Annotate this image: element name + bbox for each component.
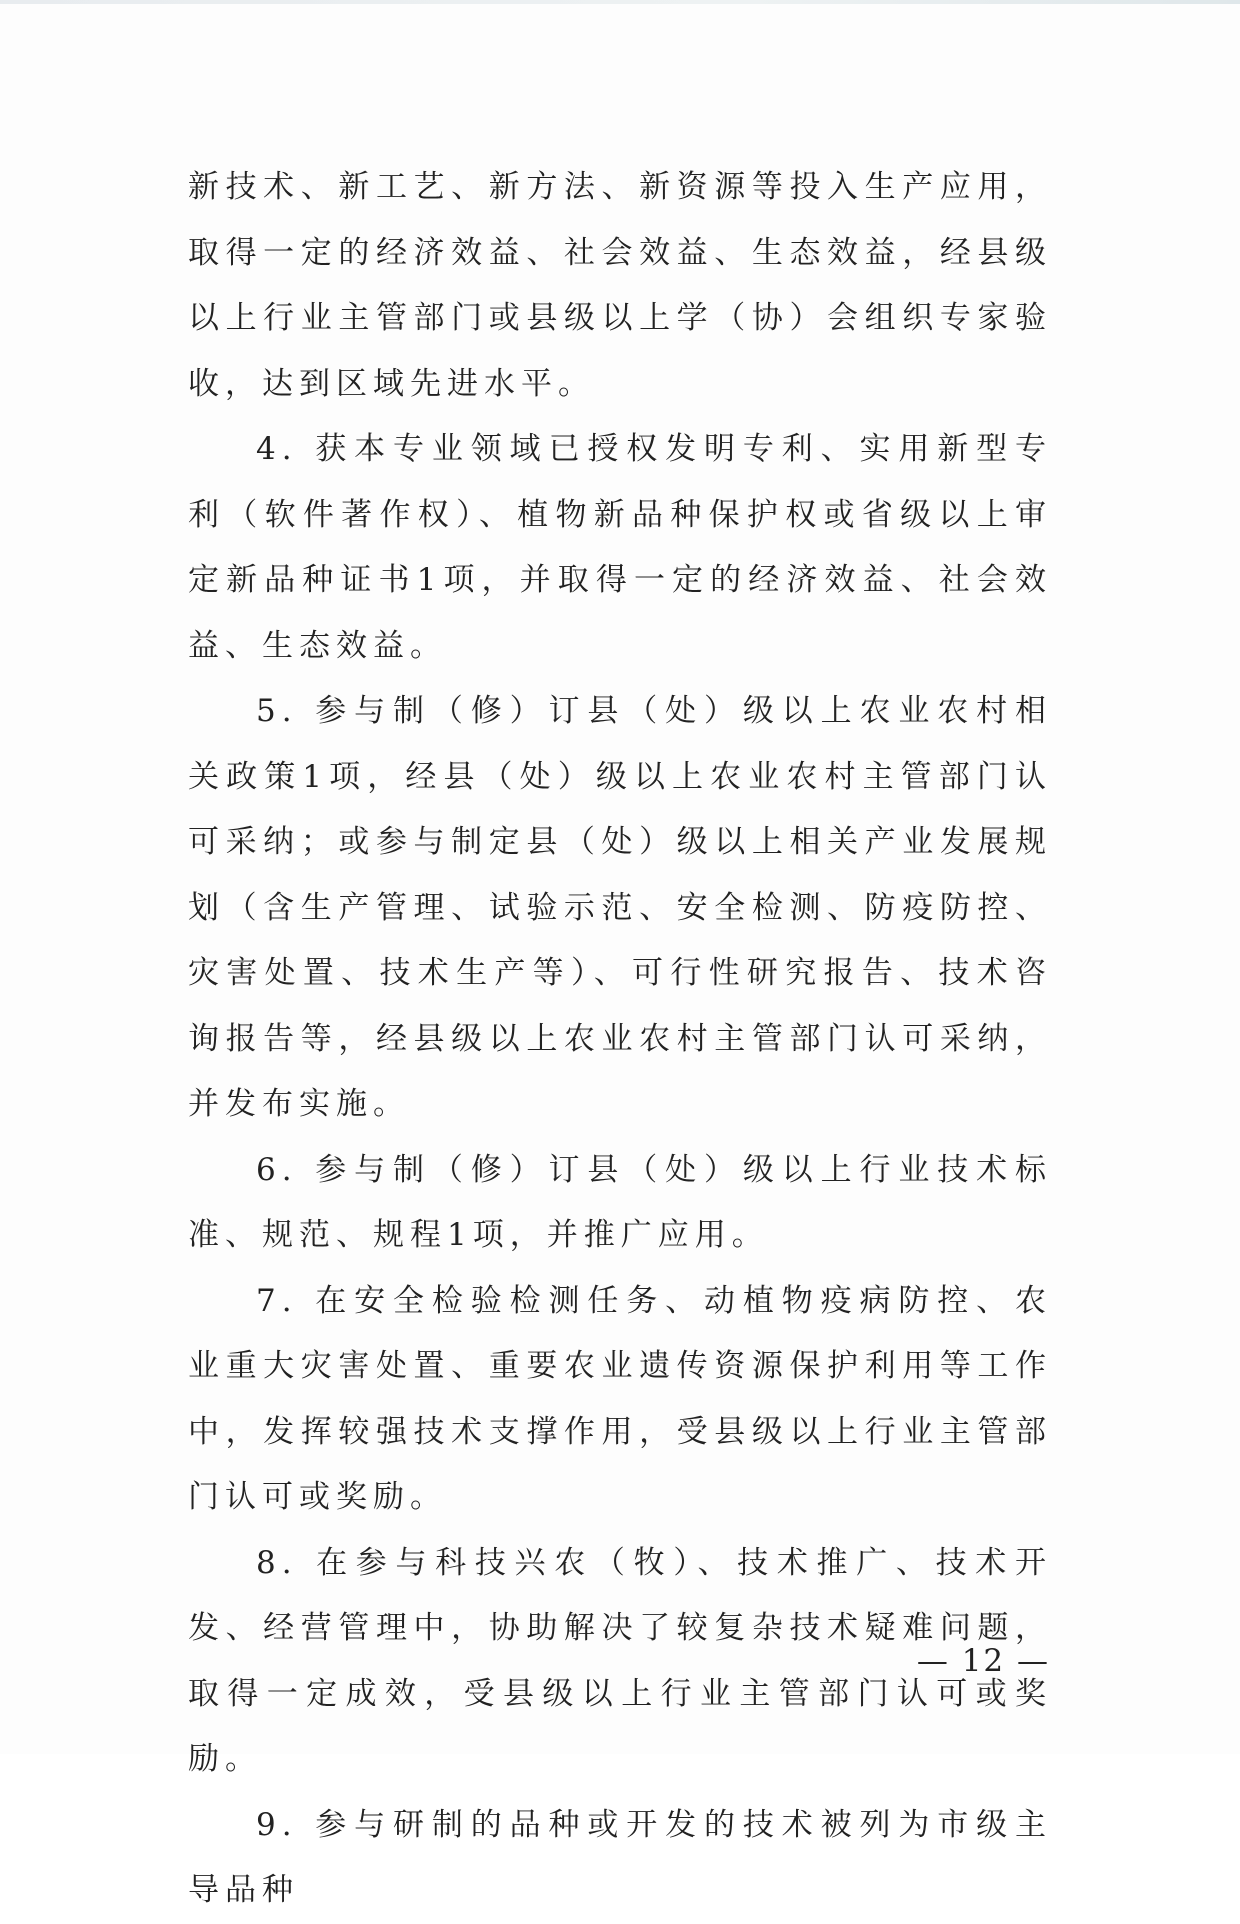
paragraph-continuation: 新技术、新工艺、新方法、新资源等投入生产应用，取得一定的经济效益、社会效益、生态效益，经县级以上行业主管部门或县级以上学（协）会组织专家验收，达到区域先进水平。 [188, 169, 1052, 402]
paragraph-item-6: 6. 参与制（修）订县（处）级以上行业技术标准、规范、规程1项，并推广应用。 [188, 1151, 1052, 1253]
page-number: — 12 — [916, 1643, 1050, 1679]
paragraph-item-4: 4. 获本专业领域已授权发明专利、实用新型专利（软件著作权）、植物新品种保护权或省级以上审定新品种证书1项，并取得一定的经济效益、社会效益、生态效益。 [188, 431, 1052, 664]
paragraph-item-7: 7. 在安全检验检测任务、动植物疫病防控、农业重大灾害处置、重要农业遗传资源保护利用等工作中，发挥较强技术支撑作用，受县级以上行业主管部门认可或奖励。 [188, 1282, 1052, 1515]
scan-top-edge [0, 0, 1240, 4]
paragraph-item-9: 9. 参与研制的品种或开发的技术被列为市级主导品种 [188, 1806, 1052, 1908]
paragraph-item-8: 8. 在参与科技兴农（牧）、技术推广、技术开发、经营管理中，协助解决了较复杂技术疑难问题，取得一定成效，受县级以上行业主管部门认可或奖励。 [188, 1544, 1052, 1777]
paragraph-item-5: 5. 参与制（修）订县（处）级以上农业农村相关政策1项，经县（处）级以上农业农村主管部门认可采纳；或参与制定县（处）级以上相关产业发展规划（含生产管理、试验示范、安全检测、防疫防控、灾害处置、技术生产等）、可行性研究报告、技术咨询报告等，经县级以上农业农村主管部门认可采纳，并发布实施。 [188, 693, 1052, 1122]
